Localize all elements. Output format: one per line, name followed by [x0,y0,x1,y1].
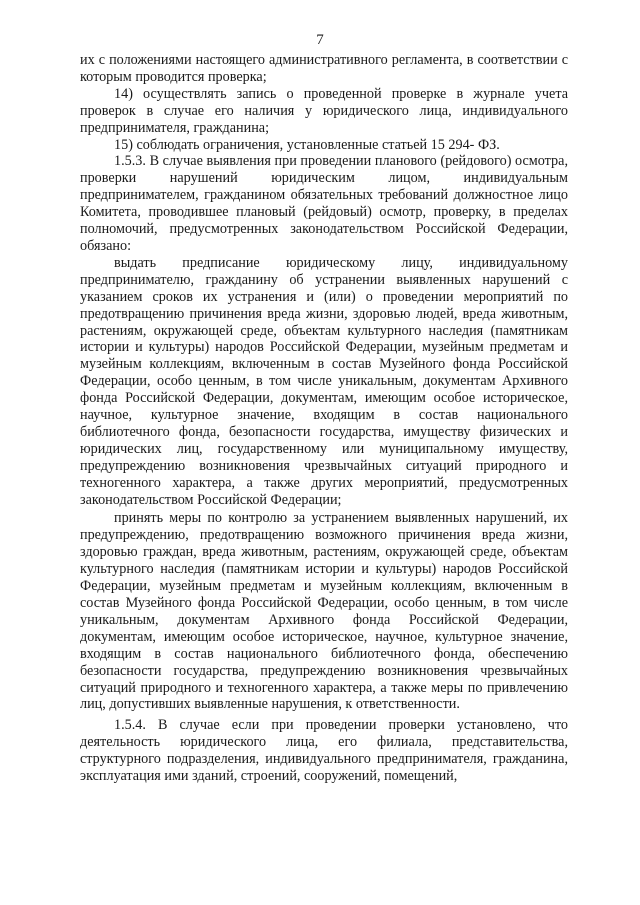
paragraph-continuation: их с положениями настоящего административного регламента, в соответствии с которым проводится проверка; [80,52,568,85]
document-body [80,52,568,785]
paragraph-issue-order: выдать предписание юридическому лицу, индивидуальному предпринимателю, гражданину об устранении выявленных нарушений с указанием сроков их устранения и (или) о проведении мероприятий по предотвращению причинения вреда жизни, здоровью людей, вреда животным, растениям, окружающей среде, объектам культурного наследия (памятникам истории и культуры) народов Российской Федерации, музейным предметам и музейным коллекциям, включенным в состав Музейного фонда Российской Федерации, особо ценным, в том числе уникальным, документам Архивного фонда Российской Федерации, документам, имеющим особое историческое, научное, культурное значение, входящим в состав национального библиотечного фонда, безопасности государства, имуществу физических и юридических лиц, государственному или муниципальному имуществу, предупреждению возникновения чрезвычайных ситуаций природного и техногенного характера, а также других мероприятий, предусмотренных законодательством Российской Федерации; [80,254,568,508]
paragraph-1-5-3: 1.5.3. В случае выявления при проведении планового (рейдового) осмотра, проверки нарушений юридическим лицом, индивидуальным предпринимателем, гражданином обязательных требований должностное лицо Комитета, проводившее плановый (рейдовый) осмотр, проверку, в пределах полномочий, предусмотренных законодательством Российской Федерации, обязано: [80,153,568,254]
paragraph-1-5-4: 1.5.4. В случае если при проведении проверки установлено, что деятельность юридического лица, его филиала, представительства, структурного подразделения, индивидуального предпринимателя, гражданина, эксплуатация ими зданий, строений, сооружений, помещений, [80,717,568,785]
paragraph-take-measures: принять меры по контролю за устранением выявленных нарушений, их предупреждению, предотвращению возможного причинения вреда жизни, здоровью граждан, вреда животным, растениям, окружающей среде, объектам культурного наследия (памятникам истории и культуры) народов Российской Федерации, музейным предметам и музейным коллекциям, включенным в состав Музейного фонда Российской Федерации, особо ценным, в том числе уникальным, документам Архивного фонда Российской Федерации, документам, имеющим особое историческое, научное, культурное значение, входящим в состав национального библиотечного фонда, обеспечению безопасности государства, предупреждению возникновения чрезвычайных ситуаций природного и техногенного характера, а также меры по привлечению лиц, допустивших выявленные нарушения, к ответственности. [80,510,568,713]
paragraph-item-15: 15) соблюдать ограничения, установленные статьей 15 294- ФЗ. [114,136,500,153]
page-number: 7 [316,32,324,48]
paragraph-item-14: 14) осуществлять запись о проведенной проверке в журнале учета проверок в случае его наличия у юридического лица, индивидуального предпринимателя, гражданина; [80,85,568,136]
